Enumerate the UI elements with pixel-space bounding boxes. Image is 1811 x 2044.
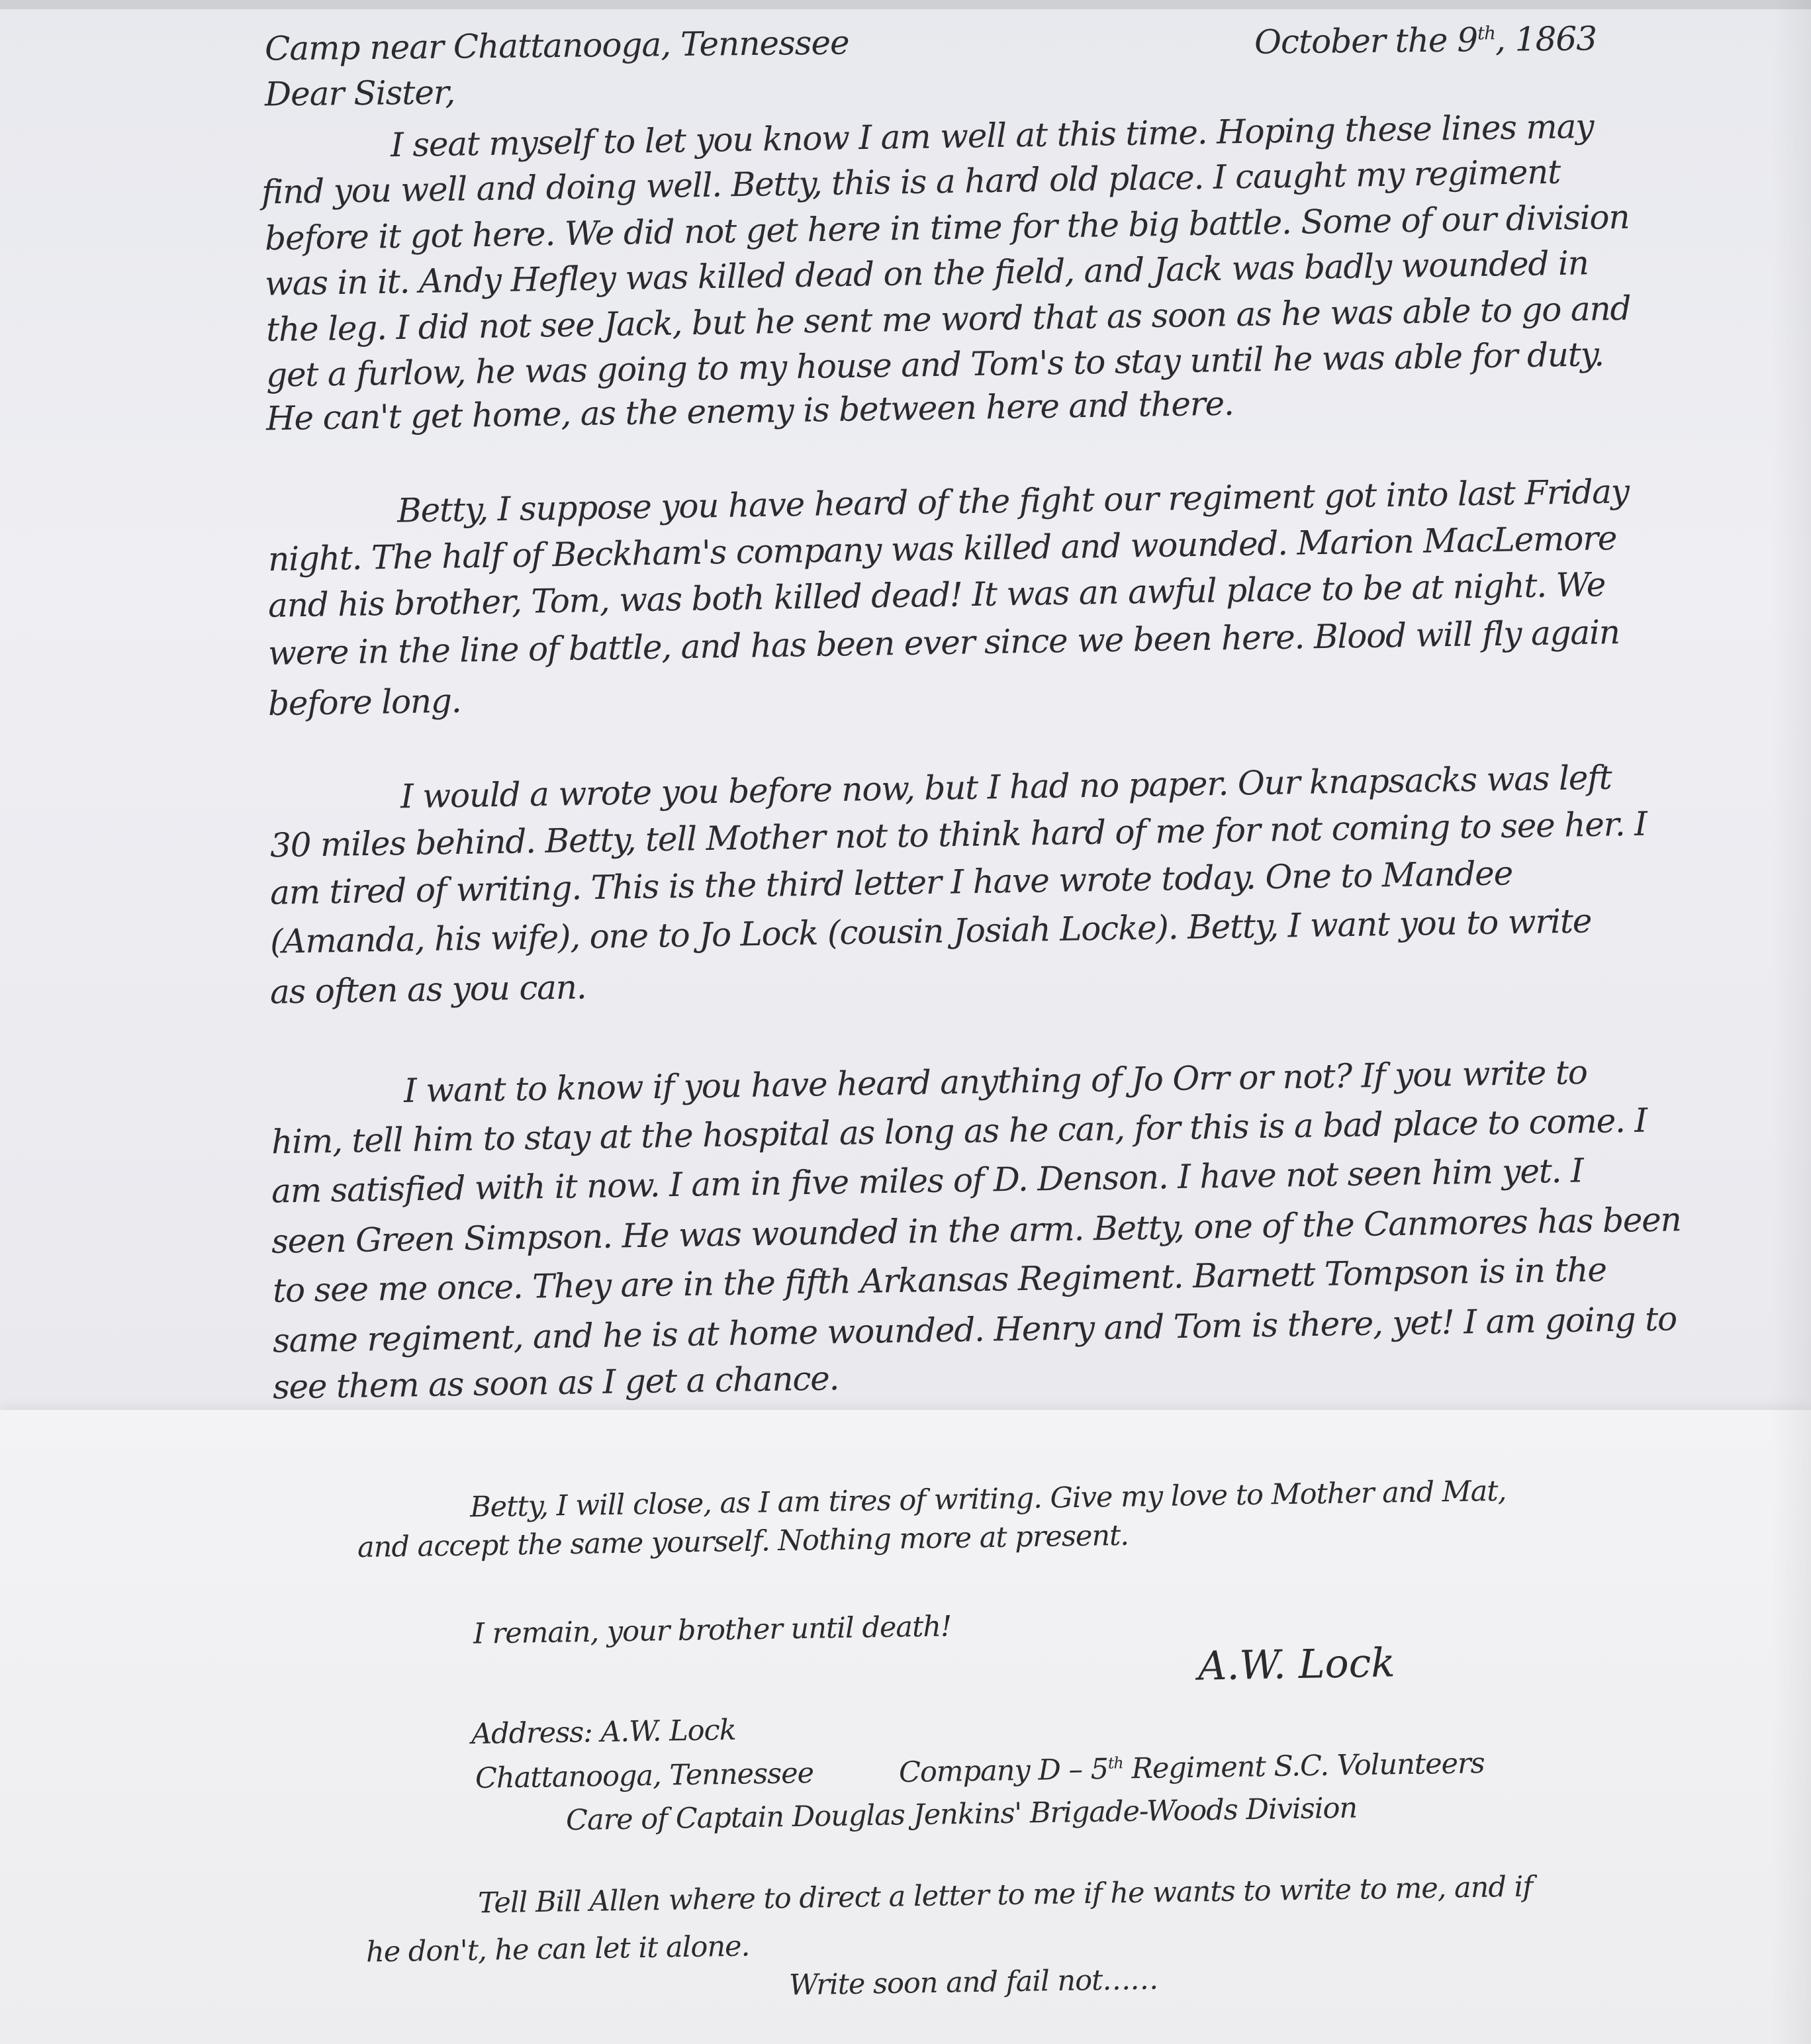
address-company-suffix: Regiment S.C. Volunteers <box>1123 1747 1485 1786</box>
postscript-line-2: he don't, he can let it alone. <box>365 1929 750 1969</box>
remain-line: I remain, your brother until death! <box>473 1610 952 1651</box>
letter-date-sup: th <box>1477 23 1495 44</box>
address-care: Care of Captain Douglas Jenkins' Brigade-Woods Division <box>565 1791 1358 1837</box>
p3-line-1: I would a wrote you before now, but I had no paper. Our knapsacks was left <box>400 758 1612 816</box>
p1-line-6: get a furlow, he was going to my house and Tom's to stay until he was able for duty. <box>265 335 1604 395</box>
p4-line-2: him, tell him to stay at the hospital as long as he can, for this is a bad place to come. I <box>271 1101 1648 1162</box>
p4-line-5: to see me once. They are in the fifth Arkansas Regiment. Barnett Tompson is in the <box>272 1250 1607 1310</box>
address-company-prefix: Company D – 5 <box>898 1752 1109 1789</box>
p1-line-5: the leg. I did not see Jack, but he sent me word that as soon as he was able to go and <box>265 289 1631 349</box>
p4-line-6: same regiment, and he is at home wounded. Henry and Tom is there, yet! I am going to <box>272 1299 1677 1360</box>
signature: A.W. Lock <box>1197 1640 1396 1690</box>
right-edge-shadow <box>1771 0 1811 2044</box>
closing-line-2: and accept the same yourself. Nothing more at present. <box>357 1518 1129 1565</box>
p4-line-4: seen Green Simpson. He was wounded in the arm. Betty, one of the Canmores has been <box>271 1200 1681 1261</box>
p2-line-1: Betty, I suppose you have heard of the fight our regiment got into last Friday <box>396 472 1630 530</box>
top-edge-strip <box>0 0 1811 9</box>
p1-line-7: He can't get home, as the enemy is between here and there. <box>265 384 1234 438</box>
p1-line-1: I seat myself to let you know I am well at this time. Hoping these lines may <box>390 107 1594 165</box>
postscript-line-1: Tell Bill Allen where to direct a letter to me if he wants to write to me, and if <box>477 1870 1533 1920</box>
closing-line-1: Betty, I will close, as I am tires of writing. Give my love to Mother and Mat, <box>469 1474 1507 1524</box>
p3-line-3: am tired of writing. This is the third letter I have wrote today. One to Mandee <box>269 854 1513 912</box>
p1-line-2: find you well and doing well. Betty, this is a hard old place. I caught my regiment <box>261 152 1561 212</box>
p4-line-1: I want to know if you have heard anything of Jo Orr or not? If you write to <box>403 1052 1588 1111</box>
p2-line-4: were in the line of battle, and has been ever since we been here. Blood will fly again <box>267 612 1620 673</box>
letter-place: Camp near Chattanooga, Tennessee <box>264 23 849 68</box>
p4-line-3: am satisfied with it now. I am in five miles of D. Denson. I have not seen him yet. I <box>271 1151 1583 1211</box>
letter-date-prefix: October the 9 <box>1254 21 1478 62</box>
letter-date-suffix: , 1863 <box>1495 19 1597 59</box>
p2-line-5: before long. <box>267 681 461 723</box>
p3-line-5: as often as you can. <box>269 968 586 1011</box>
letter-date <box>1254 19 1597 61</box>
farewell-line: Write soon and fail not…… <box>788 1963 1158 2002</box>
address-company-sup: th <box>1107 1753 1123 1773</box>
p3-line-2: 30 miles behind. Betty, tell Mother not to think hard of me for not coming to see her. I <box>269 804 1648 865</box>
p4-line-7: see them as soon as I get a chance. <box>272 1359 839 1407</box>
p2-line-2: night. The half of Beckham's company was killed and wounded. Marion MacLemore <box>267 519 1617 579</box>
address-label: Address: A.W. Lock <box>471 1713 737 1751</box>
salutation: Dear Sister, <box>264 73 455 114</box>
p3-line-4: (Amanda, his wife), one to Jo Lock (cousin Josiah Locke). Betty, I want you to write <box>269 902 1592 961</box>
p1-line-4: was in it. Andy Hefley was killed dead on the field, and Jack was badly wounded in <box>264 244 1589 303</box>
p2-line-3: and his brother, Tom, was both killed dead! It was an awful place to be at night. We <box>267 565 1606 625</box>
address-city: Chattanooga, Tennessee <box>475 1756 814 1796</box>
p1-line-3: before it got here. We did not get here in time for the big battle. Some of our division <box>264 197 1630 258</box>
